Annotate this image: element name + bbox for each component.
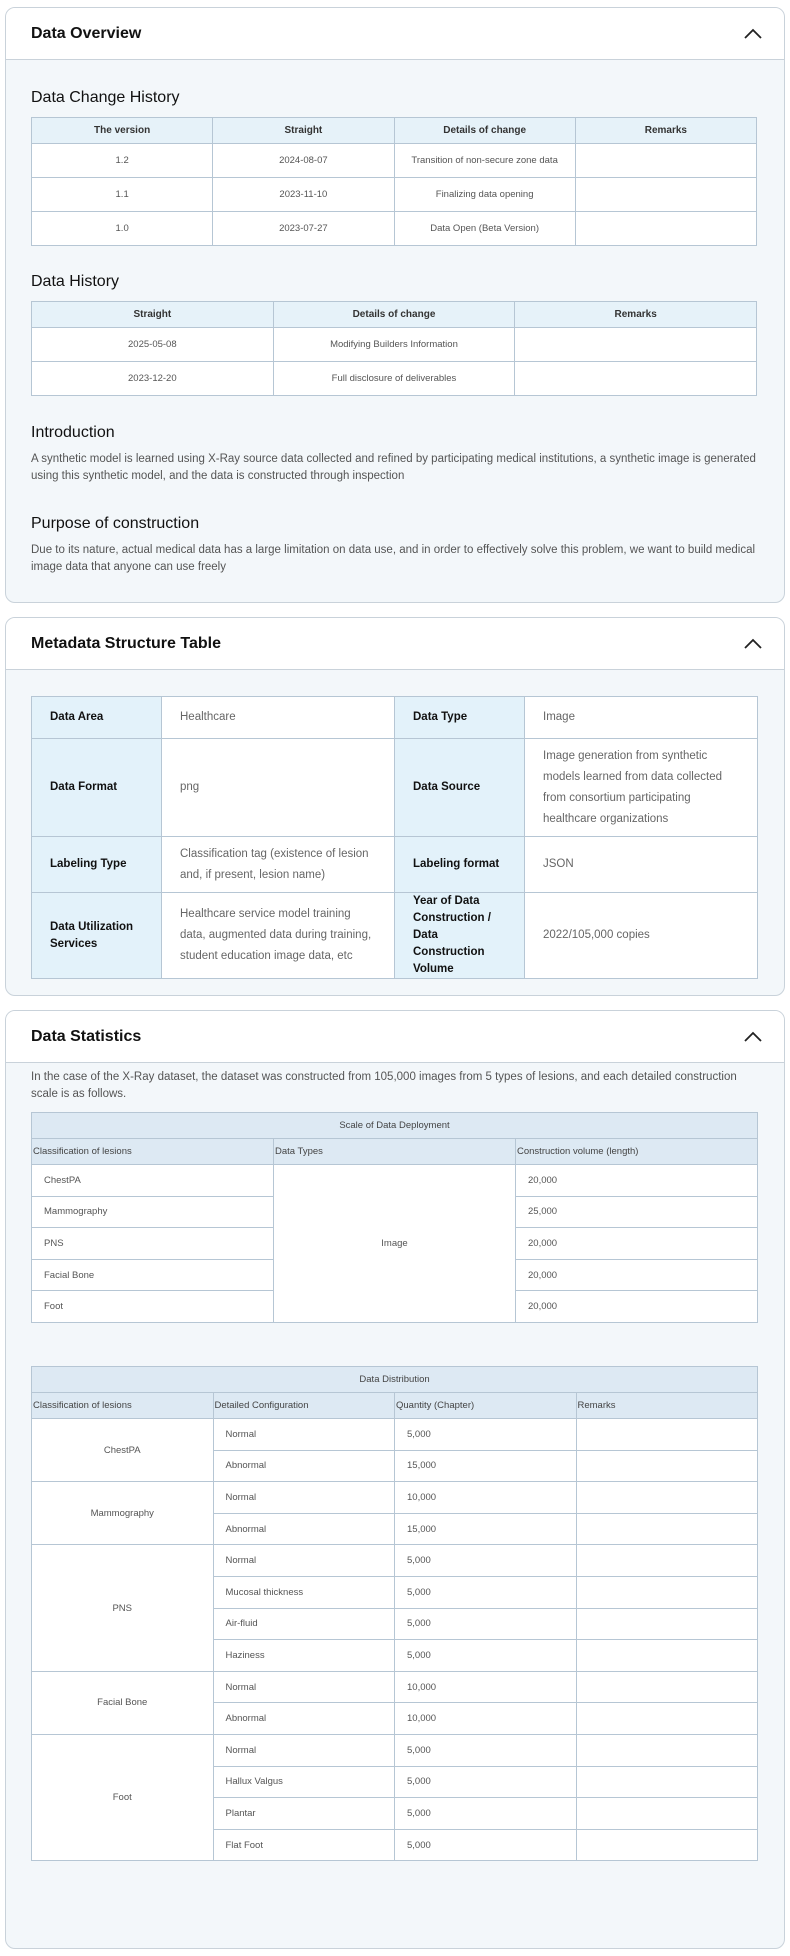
introduction-text: A synthetic model is learned using X-Ray source data collected and refined by participating medical institutions, a synthetic image is generated using this synthetic model, and the data is constructed through inspection	[31, 453, 756, 482]
data-overview-panel	[5, 7, 785, 603]
panel-title: Metadata Structure Table	[31, 634, 221, 652]
table-row	[32, 739, 758, 837]
column-header: Details of change	[273, 302, 515, 328]
table-cell: 1.2	[32, 144, 213, 178]
labeling-type-value: Classification tag (existence of lesion and, if present, lesion name)	[162, 837, 395, 893]
table-row	[32, 1545, 758, 1577]
table-header-row	[32, 1139, 758, 1165]
quantity-cell: 5,000	[395, 1798, 577, 1830]
table-row	[32, 1165, 758, 1197]
data-type-cell: Image	[274, 1165, 516, 1323]
volume-cell: 25,000	[516, 1196, 758, 1228]
lesion-group-cell: Mammography	[32, 1482, 214, 1545]
table-row	[32, 837, 758, 893]
column-header: Straight	[213, 118, 394, 144]
table-cell: Modifying Builders Information	[273, 328, 515, 362]
data-area-label: Data Area	[32, 697, 162, 739]
table-row	[32, 1419, 758, 1451]
lesion-group-cell: Foot	[32, 1734, 214, 1860]
metadata-table	[31, 696, 758, 979]
table-cell: 2023-12-20	[32, 362, 274, 396]
table-cell	[575, 178, 756, 212]
volume-cell: 20,000	[516, 1291, 758, 1323]
column-header: Construction volume (length)	[516, 1139, 758, 1165]
volume-cell: 20,000	[516, 1259, 758, 1291]
data-overview-header[interactable]	[6, 8, 784, 60]
configuration-cell: Abnormal	[213, 1703, 395, 1735]
table-cell: Full disclosure of deliverables	[273, 362, 515, 396]
chevron-up-icon[interactable]	[742, 1026, 764, 1048]
column-header: Classification of lesions	[32, 1393, 214, 1419]
table-caption-row	[32, 1367, 758, 1393]
configuration-cell: Mucosal thickness	[213, 1576, 395, 1608]
lesion-cell: Mammography	[32, 1196, 274, 1228]
table-cell	[515, 328, 757, 362]
lesion-cell: PNS	[32, 1228, 274, 1260]
data-type-label: Data Type	[395, 697, 525, 739]
data-type-value: Image	[525, 697, 758, 739]
quantity-cell: 5,000	[395, 1734, 577, 1766]
table-row	[32, 1734, 758, 1766]
remarks-cell	[576, 1766, 758, 1798]
utilization-services-value: Healthcare service model training data, augmented data during training, student education image data, etc	[162, 893, 395, 979]
table-caption-row	[32, 1113, 758, 1139]
remarks-cell	[576, 1798, 758, 1830]
quantity-cell: 5,000	[395, 1545, 577, 1577]
quantity-cell: 10,000	[395, 1482, 577, 1514]
chevron-up-icon[interactable]	[742, 633, 764, 655]
table-caption: Data Distribution	[32, 1367, 758, 1393]
column-header: Data Types	[274, 1139, 516, 1165]
construction-year-label: Year of Data Construction / Data Construction Volume	[395, 893, 525, 979]
quantity-cell: 5,000	[395, 1829, 577, 1861]
table-row	[32, 178, 757, 212]
column-header: Remarks	[575, 118, 756, 144]
configuration-cell: Hallux Valgus	[213, 1766, 395, 1798]
remarks-cell	[576, 1576, 758, 1608]
data-statistics-header[interactable]	[6, 1011, 784, 1063]
remarks-cell	[576, 1419, 758, 1451]
table-row	[32, 212, 757, 246]
data-format-value: png	[162, 739, 395, 837]
configuration-cell: Abnormal	[213, 1450, 395, 1482]
remarks-cell	[576, 1671, 758, 1703]
table-cell: 2023-11-10	[213, 178, 394, 212]
lesion-group-cell: ChestPA	[32, 1419, 214, 1482]
remarks-cell	[576, 1640, 758, 1672]
column-header: Detailed Configuration	[213, 1393, 395, 1419]
table-cell: Finalizing data opening	[394, 178, 575, 212]
lesion-cell: Facial Bone	[32, 1259, 274, 1291]
metadata-header[interactable]	[6, 618, 784, 670]
data-history-table	[31, 301, 757, 396]
quantity-cell: 5,000	[395, 1766, 577, 1798]
data-source-value: Image generation from synthetic models learned from data collected from consortium participating healthcare organizations	[525, 739, 758, 837]
column-header: Remarks	[515, 302, 757, 328]
configuration-cell: Normal	[213, 1419, 395, 1451]
configuration-cell: Normal	[213, 1482, 395, 1514]
configuration-cell: Normal	[213, 1671, 395, 1703]
utilization-services-label: Data Utilization Services	[32, 893, 162, 979]
table-header-row	[32, 302, 757, 328]
data-statistics-panel	[5, 1010, 785, 1949]
quantity-cell: 5,000	[395, 1576, 577, 1608]
statistics-intro-text: In the case of the X-Ray dataset, the dataset was constructed from 105,000 images from 5 types of lesions, and each detailed construction scale is as follows.	[31, 1071, 737, 1100]
table-caption: Scale of Data Deployment	[32, 1113, 758, 1139]
labeling-type-label: Labeling Type	[32, 837, 162, 893]
remarks-cell	[576, 1482, 758, 1514]
quantity-cell: 15,000	[395, 1450, 577, 1482]
table-header-row	[32, 118, 757, 144]
volume-cell: 20,000	[516, 1228, 758, 1260]
column-header: Straight	[32, 302, 274, 328]
quantity-cell: 15,000	[395, 1513, 577, 1545]
table-row	[32, 328, 757, 362]
column-header: The version	[32, 118, 213, 144]
table-cell: Transition of non-secure zone data	[394, 144, 575, 178]
column-header: Quantity (Chapter)	[395, 1393, 577, 1419]
remarks-cell	[576, 1545, 758, 1577]
data-format-label: Data Format	[32, 739, 162, 837]
chevron-up-icon[interactable]	[742, 23, 764, 45]
lesion-cell: Foot	[32, 1291, 274, 1323]
quantity-cell: 5,000	[395, 1608, 577, 1640]
section-title: Introduction	[31, 424, 115, 441]
table-cell: 2025-05-08	[32, 328, 274, 362]
quantity-cell: 10,000	[395, 1703, 577, 1735]
table-row	[32, 362, 757, 396]
table-cell: 1.0	[32, 212, 213, 246]
quantity-cell: 5,000	[395, 1419, 577, 1451]
remarks-cell	[576, 1513, 758, 1545]
column-header: Classification of lesions	[32, 1139, 274, 1165]
data-area-value: Healthcare	[162, 697, 395, 739]
scale-table	[31, 1112, 758, 1323]
labeling-format-label: Labeling format	[395, 837, 525, 893]
configuration-cell: Normal	[213, 1545, 395, 1577]
quantity-cell: 10,000	[395, 1671, 577, 1703]
lesion-group-cell: PNS	[32, 1545, 214, 1671]
column-header: Remarks	[576, 1393, 758, 1419]
table-cell: 1.1	[32, 178, 213, 212]
table-cell: 2024-08-07	[213, 144, 394, 178]
column-header: Details of change	[394, 118, 575, 144]
configuration-cell: Flat Foot	[213, 1829, 395, 1861]
configuration-cell: Haziness	[213, 1640, 395, 1672]
remarks-cell	[576, 1829, 758, 1861]
table-header-row	[32, 1393, 758, 1419]
volume-cell: 20,000	[516, 1165, 758, 1197]
table-row	[32, 1671, 758, 1703]
data-source-label: Data Source	[395, 739, 525, 837]
remarks-cell	[576, 1703, 758, 1735]
table-cell	[515, 362, 757, 396]
remarks-cell	[576, 1450, 758, 1482]
remarks-cell	[576, 1608, 758, 1640]
table-cell: 2023-07-27	[213, 212, 394, 246]
metadata-panel	[5, 617, 785, 996]
table-cell	[575, 144, 756, 178]
quantity-cell: 5,000	[395, 1640, 577, 1672]
distribution-table	[31, 1366, 758, 1861]
construction-year-value: 2022/105,000 copies	[525, 893, 758, 979]
table-cell: Data Open (Beta Version)	[394, 212, 575, 246]
table-row	[32, 893, 758, 979]
panel-title: Data Statistics	[31, 1027, 142, 1045]
table-row	[32, 144, 757, 178]
table-cell	[575, 212, 756, 246]
configuration-cell: Plantar	[213, 1798, 395, 1830]
table-row	[32, 697, 758, 739]
remarks-cell	[576, 1734, 758, 1766]
labeling-format-value: JSON	[525, 837, 758, 893]
configuration-cell: Normal	[213, 1734, 395, 1766]
section-title: Purpose of construction	[31, 515, 200, 532]
configuration-cell: Abnormal	[213, 1513, 395, 1545]
change-history-table	[31, 117, 757, 246]
lesion-group-cell: Facial Bone	[32, 1671, 214, 1734]
lesion-cell: ChestPA	[32, 1165, 274, 1197]
configuration-cell: Air-fluid	[213, 1608, 395, 1640]
panel-title: Data Overview	[31, 24, 142, 42]
table-row	[32, 1482, 758, 1514]
section-title: Data History	[31, 273, 120, 290]
purpose-text: Due to its nature, actual medical data has a large limitation on data use, and in order to effectively solve this problem, we want to build medical image data that anyone can use freely	[31, 544, 756, 573]
section-title: Data Change History	[31, 89, 180, 106]
